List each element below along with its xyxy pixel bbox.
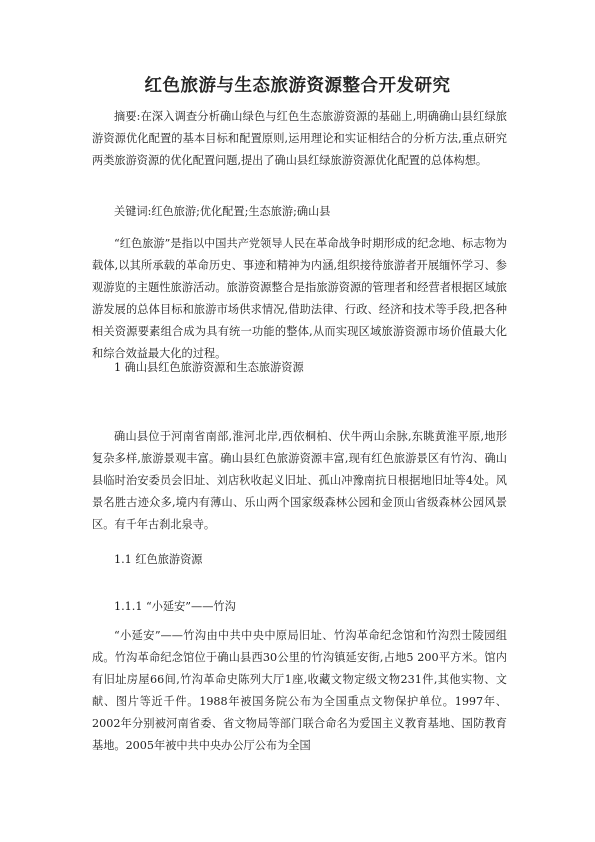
abstract <box>92 106 507 172</box>
zhugou-paragraph-text: “小延安”——竹沟由中共中央中原局旧址、竹沟革命纪念馆和竹沟烈士陵园组成。竹沟革命纪念馆位于确山县西30公里的竹沟镇延安街,占地5 200平方米。馆内有旧址房屋66间,竹沟革命史陈列大厅1座,收藏文物定级文物231件,其他实物、文献、图片等近千件。1988年被国务院公布为全国重点文物保护单位。1997年、2002年分别被河南省委、省文物局等部门联合命名为爱国主义教育基地、国防教育基地。2005年被中共中央办公厅公布为全国 <box>92 629 507 752</box>
section-heading-1-text: 1 确山县红色旅游资源和生态旅游资源 <box>114 361 304 374</box>
section-1-paragraph-text: 确山县位于河南省南部,淮河北岸,西依桐柏、伏牛两山余脉,东眺黄淮平原,地形复杂多样,旅游景观丰富。确山县红色旅游资源丰富,现有红色旅游景区有竹沟、确山县临时治安委员会旧址、刘店秋收起义旧址、孤山冲豫南抗日根据地旧址等4处。风景名胜古迹众多,境内有薄山、乐山两个国家级森林公园和金顶山省级森林公园风景区。有千年古刹北泉寺。 <box>92 430 507 531</box>
intro-paragraph <box>92 233 507 365</box>
keywords <box>114 201 529 223</box>
paper-title: 红色旅游与生态旅游资源整合开发研究 <box>144 76 451 96</box>
section-1-paragraph <box>92 426 507 536</box>
subsubsection-heading-1-1-1-text: 1.1.1 “小延安”——竹沟 <box>114 600 236 613</box>
subsubsection-heading-1-1-1 <box>114 596 529 618</box>
zhugou-paragraph <box>92 625 507 757</box>
section-heading-1 <box>114 357 529 379</box>
intro-paragraph-text: “红色旅游”是指以中国共产党领导人民在革命战争时期形成的纪念地、标志物为载体,以其所承载的革命历史、事迹和精神为内涵,组织接待旅游者开展缅怀学习、参观游览的主题性旅游活动。旅游资源整合是指旅游资源的管理者和经营者根据区域旅游发展的总体目标和旅游市场供求情况,借助法律、行政、经济和技术等手段,把各种相关资源要素组合成为具有统一功能的整体,从而实现区域旅游资源市场价值最大化和综合效益最大化的过程。 <box>92 237 507 360</box>
abstract-text: 摘要:在深入调查分析确山绿色与红色生态旅游资源的基础上,明确确山县红绿旅游资源优化配置的基本目标和配置原则,运用理论和实证相结合的分析方法,重点研究两类旅游资源的优化配置问题,提出了确山县红绿旅游资源优化配置的总体构想。 <box>92 110 507 167</box>
subsection-heading-1-1-text: 1.1 红色旅游资源 <box>114 553 203 566</box>
keywords-text: 关键词:红色旅游;优化配置;生态旅游;确山县 <box>114 205 331 218</box>
subsection-heading-1-1 <box>114 549 529 571</box>
